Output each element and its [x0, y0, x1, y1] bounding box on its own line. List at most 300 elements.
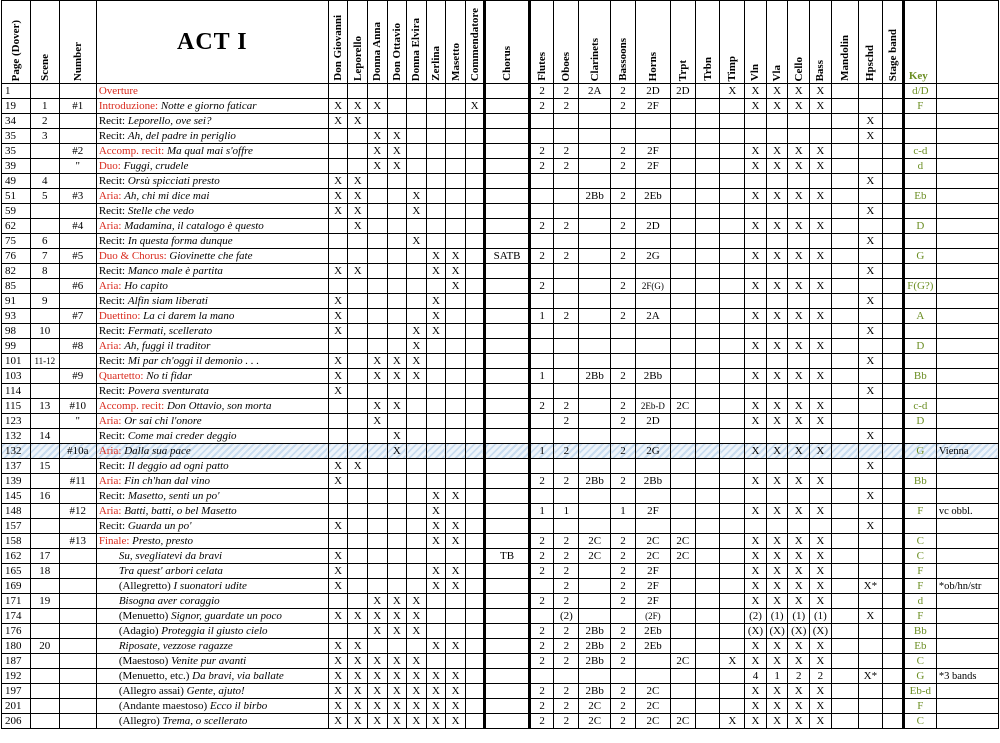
instrument-cell: (2): [745, 609, 767, 624]
row-text: Giovinette che fate: [169, 249, 253, 262]
instrument-cell: X: [810, 594, 832, 609]
row-title: [96, 339, 328, 354]
row-page: 158: [2, 534, 31, 549]
table-row: [2, 489, 999, 504]
instrument-cell: 2: [611, 159, 636, 174]
instrument-cell: X: [858, 354, 883, 369]
instrument-cell: [883, 354, 904, 369]
instrument-cell: 2C: [670, 714, 695, 729]
role-cell: [407, 294, 427, 309]
instrument-cell: [695, 654, 720, 669]
instrument-cell: [720, 459, 745, 474]
instrument-cell: [858, 534, 883, 549]
instrument-cell: [579, 144, 611, 159]
table-row: [2, 99, 999, 114]
row-page: 34: [2, 114, 31, 129]
instrument-cell: [788, 324, 810, 339]
instrument-cell: [695, 714, 720, 729]
row-text: Dalla sua pace: [124, 444, 191, 457]
role-cell: [348, 429, 368, 444]
instrument-cell: [788, 294, 810, 309]
instrument-cell: [883, 399, 904, 414]
role-cell: X: [387, 129, 407, 144]
table-row: [2, 384, 999, 399]
instrument-cell: [883, 579, 904, 594]
instrument-cell: [831, 384, 858, 399]
instrument-cell: [831, 354, 858, 369]
role-cell: X: [328, 639, 348, 654]
instrument-cell: [831, 114, 858, 129]
instrument-cell: [670, 384, 695, 399]
instrument-cell: [720, 684, 745, 699]
table-row: [2, 609, 999, 624]
instrument-cell: [831, 429, 858, 444]
instrument-cell: [883, 234, 904, 249]
row-scene: 13: [30, 399, 59, 414]
role-cell: [465, 459, 485, 474]
row-scene: [30, 504, 59, 519]
instrument-cell: [766, 204, 788, 219]
instrument-cell: X: [745, 444, 767, 459]
instrument-cell: [831, 279, 858, 294]
instrument-cell: [529, 324, 554, 339]
instrument-cell: 2: [611, 84, 636, 99]
row-scene: 18: [30, 564, 59, 579]
role-cell: [387, 189, 407, 204]
header-number: [59, 1, 96, 84]
row-scene: 14: [30, 429, 59, 444]
instrument-cell: [554, 339, 579, 354]
header-role-4-label: Donna Elvira: [410, 17, 423, 81]
row-label: Aria:: [98, 279, 122, 292]
instrument-cell: [766, 264, 788, 279]
chorus-cell: [485, 159, 529, 174]
chorus-cell: [485, 324, 529, 339]
instrument-cell: [635, 114, 670, 129]
role-cell: [465, 579, 485, 594]
row-text: Proteggia il giusto cielo: [161, 624, 268, 637]
row-label: Duettino:: [98, 309, 141, 322]
instrument-cell: [810, 294, 832, 309]
header-number-label: Number: [71, 41, 84, 81]
row-title: [96, 264, 328, 279]
instrument-cell: [810, 519, 832, 534]
instrument-cell: [883, 114, 904, 129]
role-cell: [446, 324, 466, 339]
note-cell: [936, 549, 998, 564]
row-page: 148: [2, 504, 31, 519]
row-title: [96, 519, 328, 534]
role-cell: X: [426, 684, 446, 699]
instrument-cell: [529, 234, 554, 249]
note-cell: [936, 114, 998, 129]
instrument-cell: X: [766, 189, 788, 204]
instrument-cell: X: [788, 399, 810, 414]
row-page: 187: [2, 654, 31, 669]
row-text: Riposate, vezzose ragazze: [118, 639, 233, 652]
instrument-cell: [766, 384, 788, 399]
role-cell: [367, 249, 387, 264]
instrument-cell: [720, 369, 745, 384]
role-cell: X: [367, 594, 387, 609]
role-cell: [465, 114, 485, 129]
instrument-cell: [883, 279, 904, 294]
role-cell: X: [387, 654, 407, 669]
chorus-cell: [485, 489, 529, 504]
header-instrument-0-label: Flutes: [536, 52, 549, 81]
row-title: [96, 369, 328, 384]
instrument-cell: [883, 84, 904, 99]
instrument-cell: [883, 264, 904, 279]
table-row: [2, 144, 999, 159]
chorus-cell: [485, 414, 529, 429]
instrument-cell: [670, 339, 695, 354]
instrument-cell: 2: [554, 564, 579, 579]
row-title: [96, 669, 328, 684]
note-cell: [936, 654, 998, 669]
key-cell: G: [903, 669, 936, 684]
role-cell: [465, 249, 485, 264]
instrument-cell: [635, 204, 670, 219]
instrument-cell: [720, 309, 745, 324]
key-cell: F(G?): [903, 279, 936, 294]
instrument-cell: [695, 309, 720, 324]
role-cell: [446, 609, 466, 624]
header-role-6-label: Masetto: [449, 43, 462, 81]
row-page: 169: [2, 579, 31, 594]
instrument-cell: [670, 174, 695, 189]
role-cell: X: [328, 384, 348, 399]
row-title: [96, 384, 328, 399]
instrument-cell: [579, 129, 611, 144]
key-cell: [903, 489, 936, 504]
row-page: 201: [2, 699, 31, 714]
role-cell: [348, 384, 368, 399]
instrument-cell: X: [745, 564, 767, 579]
instrument-cell: [810, 174, 832, 189]
note-cell: [936, 564, 998, 579]
instrument-cell: 1: [766, 669, 788, 684]
row-number: [59, 264, 96, 279]
role-cell: [348, 369, 368, 384]
row-text: Tra quest' arbori celata: [118, 564, 223, 577]
row-title: [96, 354, 328, 369]
instrument-cell: [858, 504, 883, 519]
role-cell: [426, 159, 446, 174]
row-label: Accomp. recit:: [98, 144, 165, 157]
header-page-label: Page (Dover): [9, 19, 22, 81]
role-cell: [465, 549, 485, 564]
role-cell: [328, 399, 348, 414]
instrument-cell: X: [788, 564, 810, 579]
instrument-cell: [883, 504, 904, 519]
key-cell: C: [903, 534, 936, 549]
instrument-cell: [529, 459, 554, 474]
instrument-cell: X: [720, 84, 745, 99]
row-recit-label: Recit:: [98, 204, 128, 217]
role-cell: X: [328, 579, 348, 594]
row-page: 82: [2, 264, 31, 279]
note-cell: [936, 384, 998, 399]
instrument-cell: X: [766, 699, 788, 714]
chorus-cell: [485, 429, 529, 444]
role-cell: [465, 354, 485, 369]
role-cell: [426, 189, 446, 204]
instrument-cell: [529, 339, 554, 354]
role-cell: [328, 249, 348, 264]
instrument-cell: [635, 264, 670, 279]
role-cell: [407, 159, 427, 174]
row-page: 180: [2, 639, 31, 654]
row-number: #7: [59, 309, 96, 324]
instrument-cell: [720, 219, 745, 234]
instrument-cell: 2: [611, 714, 636, 729]
instrument-cell: [635, 459, 670, 474]
instrument-cell: 2: [529, 654, 554, 669]
chorus-cell: [485, 99, 529, 114]
role-cell: [387, 264, 407, 279]
row-page: 59: [2, 204, 31, 219]
instrument-cell: 2: [554, 219, 579, 234]
row-scene: 9: [30, 294, 59, 309]
role-cell: [348, 594, 368, 609]
table-row: [2, 459, 999, 474]
role-cell: [367, 564, 387, 579]
instrument-cell: [883, 249, 904, 264]
row-scene: [30, 534, 59, 549]
row-page: 137: [2, 459, 31, 474]
instrument-cell: [670, 99, 695, 114]
role-cell: X: [387, 624, 407, 639]
instrument-cell: [554, 189, 579, 204]
row-label: Finale:: [98, 534, 130, 547]
instrument-cell: X: [766, 144, 788, 159]
instrument-cell: X: [788, 279, 810, 294]
role-cell: X: [407, 324, 427, 339]
role-cell: X: [367, 609, 387, 624]
instrument-cell: [883, 489, 904, 504]
header-instrument-14-label: Stage band: [886, 28, 899, 81]
table-row: [2, 414, 999, 429]
note-cell: [936, 714, 998, 729]
role-cell: X: [348, 219, 368, 234]
row-label: (Allegretto): [118, 579, 171, 592]
row-title: [96, 639, 328, 654]
row-label: Aria:: [98, 504, 122, 517]
row-text: Ah, chi mi dice mai: [124, 189, 210, 202]
role-cell: [426, 129, 446, 144]
instrument-cell: [720, 249, 745, 264]
instrument-cell: X: [810, 639, 832, 654]
instrument-cell: [831, 174, 858, 189]
instrument-cell: [883, 174, 904, 189]
instrument-cell: [788, 114, 810, 129]
instrument-cell: X: [745, 684, 767, 699]
instrument-cell: [831, 474, 858, 489]
instrument-cell: [670, 219, 695, 234]
header-row: [2, 1, 999, 84]
instrument-cell: X: [766, 549, 788, 564]
role-cell: X: [348, 654, 368, 669]
row-scene: [30, 714, 59, 729]
row-text: Ah, fuggi il traditor: [124, 339, 211, 352]
instrument-cell: [579, 579, 611, 594]
row-page: 85: [2, 279, 31, 294]
instrument-cell: X: [810, 504, 832, 519]
row-recit-label: Recit:: [98, 114, 128, 127]
header-chorus-label: Chorus: [501, 46, 514, 81]
note-cell: [936, 609, 998, 624]
instrument-cell: [883, 609, 904, 624]
chorus-cell: [485, 384, 529, 399]
instrument-cell: [883, 99, 904, 114]
table-row: [2, 534, 999, 549]
instrument-cell: 2A: [579, 84, 611, 99]
instrument-cell: 2: [611, 639, 636, 654]
table-row: [2, 279, 999, 294]
role-cell: X: [446, 264, 466, 279]
row-title: [96, 714, 328, 729]
table-row: [2, 714, 999, 729]
role-cell: [446, 294, 466, 309]
row-number: #9: [59, 369, 96, 384]
instrument-cell: 2D: [635, 414, 670, 429]
instrument-cell: [720, 354, 745, 369]
role-cell: X: [328, 204, 348, 219]
role-cell: [465, 624, 485, 639]
chorus-cell: [485, 114, 529, 129]
role-cell: [446, 159, 466, 174]
role-cell: X: [407, 354, 427, 369]
key-cell: D: [903, 414, 936, 429]
row-title: [96, 114, 328, 129]
instrument-cell: [695, 384, 720, 399]
instrument-cell: [579, 279, 611, 294]
instrument-cell: [766, 459, 788, 474]
instrument-cell: [810, 204, 832, 219]
row-number: [59, 714, 96, 729]
role-cell: [407, 549, 427, 564]
key-cell: c-d: [903, 399, 936, 414]
instrument-cell: [579, 294, 611, 309]
instrument-cell: 2: [529, 84, 554, 99]
instrument-cell: [831, 249, 858, 264]
row-label: Overture: [98, 84, 138, 97]
header-instrument-9-label: Vla: [771, 64, 784, 81]
role-cell: X: [387, 444, 407, 459]
instrument-cell: [529, 294, 554, 309]
instrument-cell: [858, 399, 883, 414]
role-cell: [407, 264, 427, 279]
instrument-cell: [579, 309, 611, 324]
role-cell: X: [367, 654, 387, 669]
role-cell: X: [407, 339, 427, 354]
instrument-cell: 2: [611, 549, 636, 564]
instrument-cell: X: [810, 369, 832, 384]
role-cell: X: [426, 309, 446, 324]
role-cell: [348, 534, 368, 549]
key-cell: [903, 324, 936, 339]
role-cell: X: [446, 684, 466, 699]
instrument-cell: [611, 294, 636, 309]
row-number: [59, 669, 96, 684]
instrument-cell: [810, 354, 832, 369]
role-cell: [407, 534, 427, 549]
key-cell: Eb-d: [903, 684, 936, 699]
instrument-cell: 2F(G): [635, 279, 670, 294]
header-instrument-5-label: Trpt: [676, 59, 689, 81]
instrument-cell: [670, 234, 695, 249]
instrument-cell: 2: [611, 144, 636, 159]
instrument-cell: X: [810, 189, 832, 204]
chorus-cell: [485, 564, 529, 579]
key-cell: d/D: [903, 84, 936, 99]
header-page: [2, 1, 31, 84]
instrument-cell: [579, 384, 611, 399]
instrument-cell: [831, 504, 858, 519]
table-row: [2, 294, 999, 309]
key-cell: Bb: [903, 624, 936, 639]
header-instrument-4-label: Horns: [646, 51, 659, 81]
role-cell: [446, 339, 466, 354]
instrument-cell: X: [788, 414, 810, 429]
instrument-cell: [554, 324, 579, 339]
role-cell: [387, 489, 407, 504]
chorus-cell: [485, 624, 529, 639]
header-role-2-label: Donna Anna: [371, 21, 384, 81]
instrument-cell: 2: [611, 189, 636, 204]
note-cell: [936, 429, 998, 444]
role-cell: [407, 219, 427, 234]
role-cell: X: [387, 354, 407, 369]
instrument-cell: 2: [554, 534, 579, 549]
chorus-cell: [485, 579, 529, 594]
role-cell: [465, 84, 485, 99]
row-number: #10: [59, 399, 96, 414]
instrument-cell: [858, 564, 883, 579]
role-cell: X: [387, 669, 407, 684]
role-cell: [367, 84, 387, 99]
instrument-cell: [695, 549, 720, 564]
table-row: [2, 234, 999, 249]
row-number: [59, 489, 96, 504]
instrument-cell: 2: [611, 534, 636, 549]
note-cell: [936, 594, 998, 609]
instrument-cell: [831, 264, 858, 279]
instrument-cell: [883, 714, 904, 729]
role-cell: [348, 519, 368, 534]
key-cell: F: [903, 609, 936, 624]
instrument-cell: 2F: [635, 504, 670, 519]
row-recit-label: Recit:: [98, 354, 128, 367]
role-cell: X: [407, 714, 427, 729]
row-scene: 3: [30, 129, 59, 144]
instrument-cell: [831, 534, 858, 549]
role-cell: X: [446, 564, 466, 579]
instrument-cell: X: [810, 84, 832, 99]
role-cell: [465, 174, 485, 189]
row-label: (Andante maestoso): [118, 699, 208, 712]
score-table: [1, 0, 999, 729]
instrument-cell: [529, 609, 554, 624]
role-cell: [348, 354, 368, 369]
role-cell: [426, 204, 446, 219]
role-cell: [465, 369, 485, 384]
key-cell: [903, 384, 936, 399]
row-recit-label: Recit:: [98, 429, 128, 442]
instrument-cell: 2: [611, 594, 636, 609]
role-cell: X: [465, 99, 485, 114]
